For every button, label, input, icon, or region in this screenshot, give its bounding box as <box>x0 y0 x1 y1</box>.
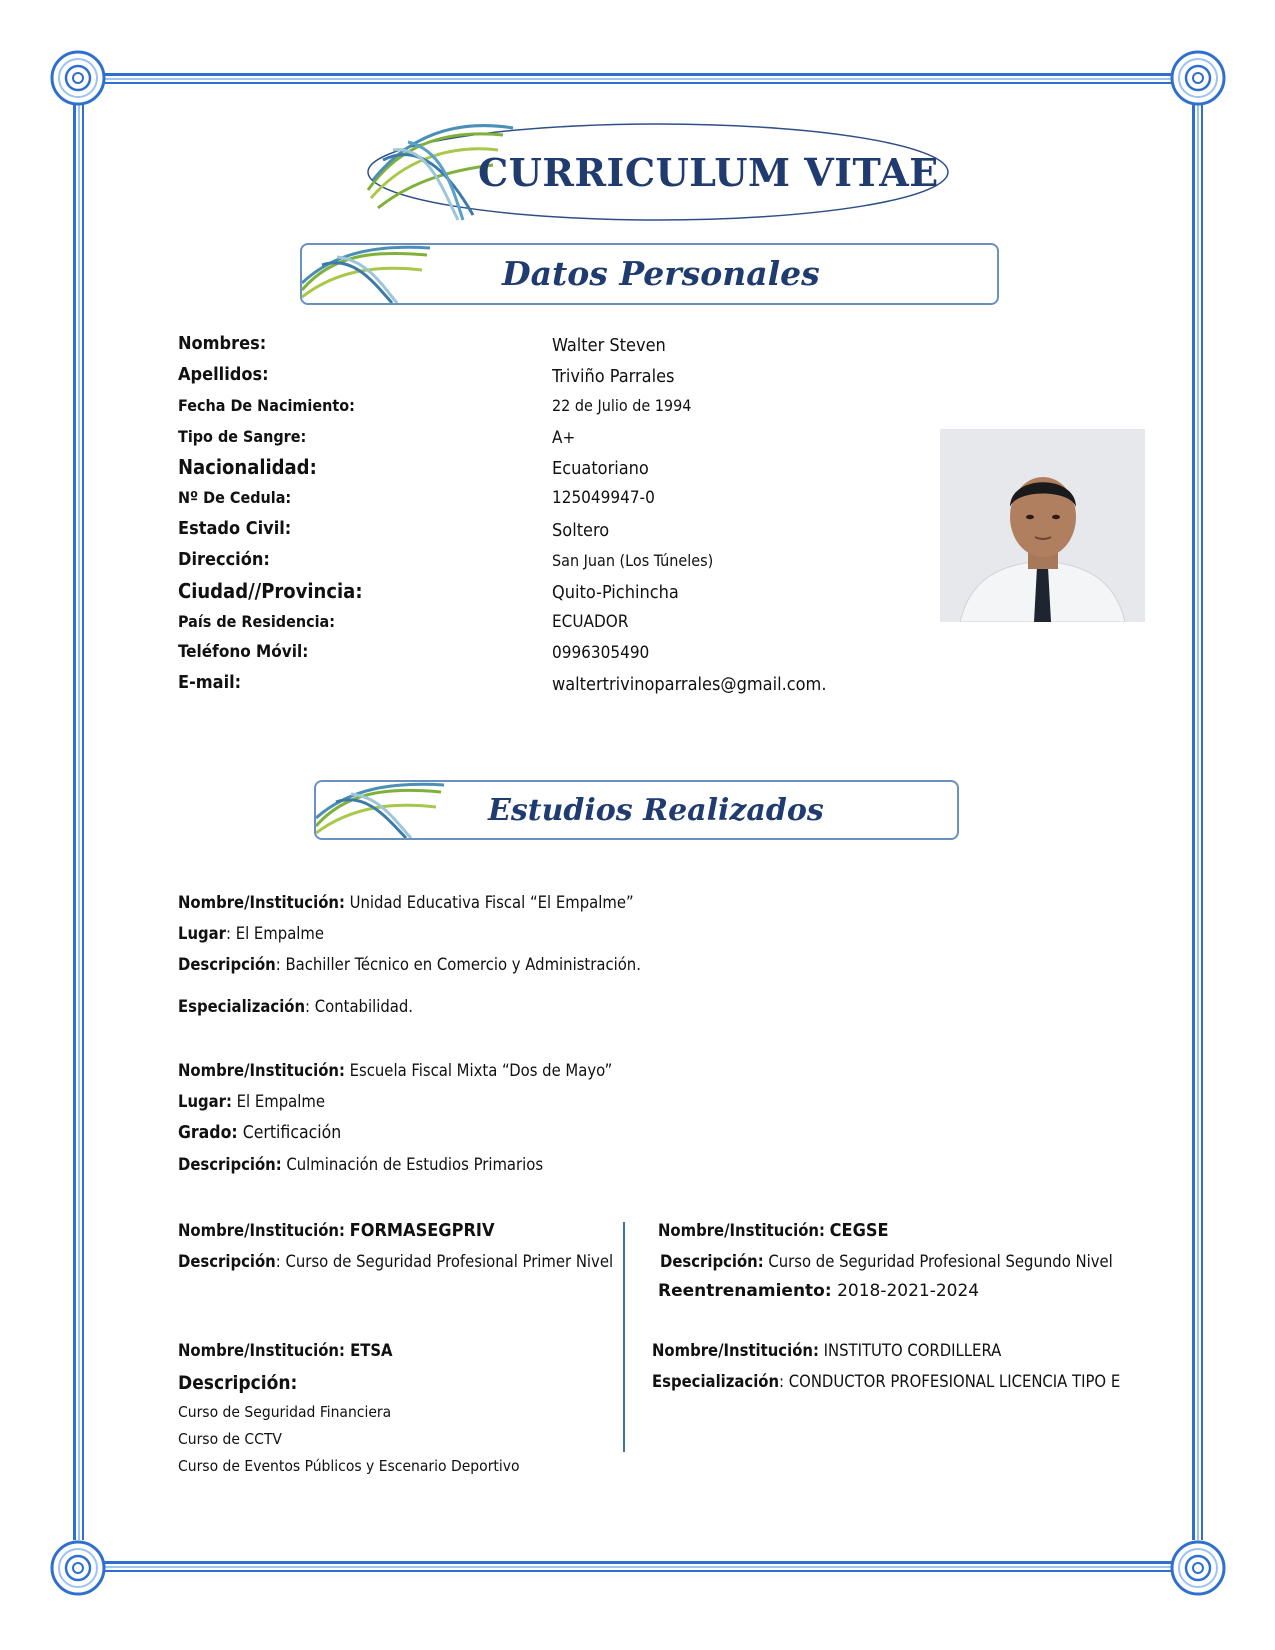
corner-ornament-icon <box>48 48 108 108</box>
corner-ornament-icon <box>1168 48 1228 108</box>
value-cedula: 125049947-0 <box>552 488 655 508</box>
section-banner-personal <box>300 243 999 305</box>
study-4-inst-value: CEGSE <box>829 1220 889 1241</box>
value-nacionalidad: Ecuatoriano <box>552 458 649 479</box>
study-2-desc-label: Descripción: <box>178 1155 282 1174</box>
study-2-inst-label: Nombre/Institución: <box>178 1061 345 1080</box>
label-direccion: Dirección: <box>178 549 270 570</box>
label-pais-residencia: País de Residencia: <box>178 612 336 631</box>
label-telefono-movil: Teléfono Móvil: <box>178 642 309 662</box>
study-3-desc-value: : Curso de Seguridad Profesional Primer Nivel <box>275 1252 614 1271</box>
value-ciudad-provincia: Quito-Pichincha <box>552 582 679 603</box>
value-direccion: San Juan (Los Túneles) <box>552 551 714 570</box>
study-5-inst-label: Nombre/Institución: ETSA <box>178 1341 393 1360</box>
corner-ornament-icon <box>1168 1538 1228 1598</box>
study-4-desc-label: Descripción: <box>660 1252 764 1271</box>
study-2-desc-value: Culminación de Estudios Primarios <box>286 1155 544 1174</box>
study-4-desc-value: Curso de Seguridad Profesional Segundo Nivel <box>768 1252 1113 1271</box>
swirl-decoration-icon <box>316 782 446 838</box>
study-4-reent-label: Reentrenamiento: <box>658 1281 832 1301</box>
value-fecha-nacimiento: 22 de Julio de 1994 <box>552 396 692 415</box>
study-2-inst-value: Escuela Fiscal Mixta “Dos de Mayo” <box>349 1061 613 1080</box>
study-1-desc-value: : Bachiller Técnico en Comercio y Administración. <box>275 955 641 974</box>
study-5-item: Curso de Seguridad Financiera <box>178 1403 392 1421</box>
swirl-decoration-icon <box>302 245 432 303</box>
study-3-inst-value: FORMASEGPRIV <box>349 1220 495 1241</box>
value-telefono-movil: 0996305490 <box>552 643 650 663</box>
column-divider <box>623 1222 625 1452</box>
value-pais-residencia: ECUADOR <box>552 612 629 632</box>
study-6-inst-label: Nombre/Institución: <box>652 1341 819 1360</box>
title-ellipse <box>363 120 953 225</box>
label-ciudad-provincia: Ciudad//Provincia: <box>178 579 363 603</box>
label-tipo-sangre: Tipo de Sangre: <box>178 427 307 446</box>
label-nombres: Nombres: <box>178 333 267 354</box>
study-1-inst-value: Unidad Educativa Fiscal “El Empalme” <box>349 893 634 912</box>
profile-photo <box>940 429 1145 622</box>
label-cedula: Nº De Cedula: <box>178 488 292 507</box>
corner-ornament-icon <box>48 1538 108 1598</box>
value-apellidos: Triviño Parrales <box>552 366 675 387</box>
section-banner-studies <box>314 780 959 840</box>
study-6-inst-value: INSTITUTO CORDILLERA <box>823 1341 1002 1360</box>
study-3-desc-label: Descripción <box>178 1252 276 1271</box>
value-nombres: Walter Steven <box>552 335 666 356</box>
study-1-inst-label: Nombre/Institución: <box>178 893 345 912</box>
study-5-item: Curso de CCTV <box>178 1430 282 1448</box>
section-title-studies: Estudios Realizados <box>488 793 824 828</box>
value-email: waltertrivinoparrales@gmail.com. <box>552 674 827 695</box>
page-title: CURRICULUM VITAE <box>478 150 939 195</box>
study-2-grado-label: Grado: <box>178 1123 238 1143</box>
study-1-esp-label: Especialización <box>178 997 306 1016</box>
study-1-lugar-label: Lugar <box>178 924 226 943</box>
label-apellidos: Apellidos: <box>178 364 269 385</box>
section-title-personal: Datos Personales <box>502 254 820 293</box>
value-tipo-sangre: A+ <box>552 428 576 448</box>
study-6-esp-value: : CONDUCTOR PROFESIONAL LICENCIA TIPO E <box>779 1372 1121 1391</box>
study-4-inst-label: Nombre/Institución: <box>658 1221 825 1240</box>
label-estado-civil: Estado Civil: <box>178 518 292 539</box>
study-5-desc-label: Descripción: <box>178 1372 298 1394</box>
study-4-reent-value: 2018-2021-2024 <box>837 1281 980 1301</box>
study-2-lugar-label: Lugar: <box>178 1092 232 1111</box>
study-1-esp-value: : Contabilidad. <box>305 997 413 1016</box>
label-fecha-nacimiento: Fecha De Nacimiento: <box>178 396 355 415</box>
study-2-grado-value: Certificación <box>242 1123 342 1143</box>
study-5-item: Curso de Eventos Públicos y Escenario Deportivo <box>178 1457 520 1475</box>
value-estado-civil: Soltero <box>552 520 610 541</box>
label-email: E-mail: <box>178 672 242 693</box>
study-1-desc-label: Descripción <box>178 955 276 974</box>
study-1-lugar-value: : El Empalme <box>226 924 325 943</box>
study-2-lugar-value: El Empalme <box>236 1092 325 1111</box>
study-3-inst-label: Nombre/Institución: <box>178 1221 345 1240</box>
study-6-esp-label: Especialización <box>652 1372 780 1391</box>
label-nacionalidad: Nacionalidad: <box>178 455 317 479</box>
